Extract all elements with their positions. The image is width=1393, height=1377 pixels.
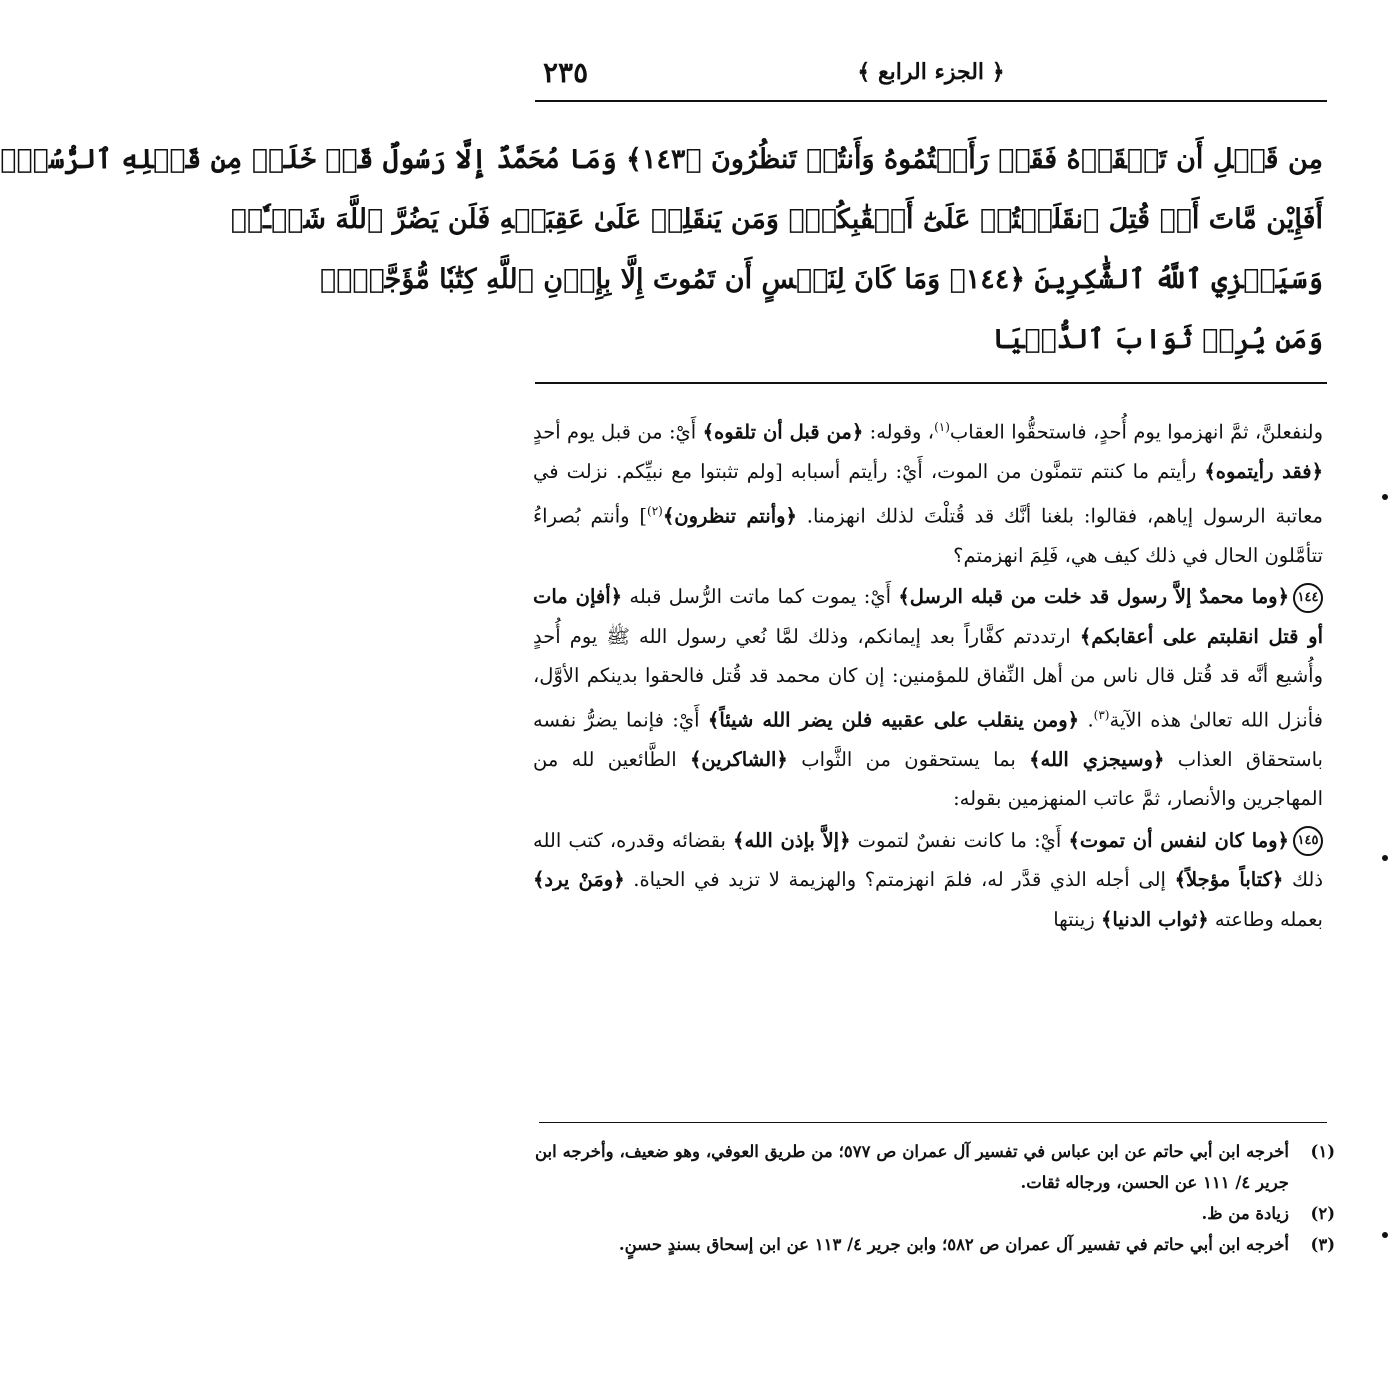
footnote-text: أخرجه ابن أبي حاتم عن ابن عباس في تفسير آل عمران ص ٥٧٧؛ من طريق العوفي، وهو ضعيف، وأخرجه ابن جرير ٤/ ١١١ عن الحسن، ورجاله ثقات. <box>535 1142 1289 1192</box>
quran-quote: ﴿وسيجزي الله﴾ <box>1029 747 1165 771</box>
footnote-item <box>535 1198 1335 1229</box>
quran-quote: ﴿ثواب الدنيا﴾ <box>1100 907 1209 931</box>
footnote-text: أخرجه ابن أبي حاتم في تفسير آل عمران ص ٥٨٢؛ وابن جرير ٤/ ١١٣ عن ابن إسحاق بسندٍ حسنٍ. <box>618 1235 1289 1254</box>
margin-dot <box>1382 494 1388 500</box>
quran-quote: ﴿من قبل أن تلقوه﴾ <box>702 420 864 444</box>
quran-quote: ﴿الشاكرين﴾ <box>690 747 788 771</box>
margin-dot <box>1382 1232 1388 1238</box>
footnote-item <box>535 1229 1335 1260</box>
quran-quote: ﴿ومن ينقلب على عقبيه فلن يضر الله شيئاً﴾ <box>707 708 1080 731</box>
quran-line: وَسَيَجۡزِي ٱللَّهُ ٱلشَّٰكِرِينَ ﴿١٤٤﴾ وَمَا كَانَ لِنَفۡسٍ أَن تَمُوتَ إِلَّا بِإِذۡنِ ٱللَّهِ كِتَٰبٗا مُّؤَجَّلٗاۗ <box>319 264 1323 295</box>
aya-number-badge: ١٤٤ <box>1293 583 1323 613</box>
footnote-number: (٣) <box>1310 1235 1335 1254</box>
quran-quote: ﴿إلاَّ بإذن الله﴾ <box>733 828 851 852</box>
footnote-ref: (٣) <box>1093 707 1110 722</box>
footnote-item <box>535 1136 1335 1198</box>
quran-quote: ﴿وما محمدٌ إلاَّ رسول قد خلت من قبله الرسل﴾ <box>898 585 1289 608</box>
page-header <box>535 52 1327 92</box>
aya-number-badge: ١٤٥ <box>1293 826 1323 856</box>
tafsir-paragraph-1: ولنفعلنَّ، ثمَّ انهزموا يوم أُحدٍ، فاستحقُّوا العقاب$^{(١)}$، وقوله: ﴿من قبل أن تلقوه﴾ أَيْ: من قبل يوم أحدٍ ﴿فقد رأيتموه﴾ رأيتم ما كنتم تتمنَّون من الموت، أَيْ: رأيتم أسبابه [ولم تثبتوا مع نبيِّكم. نزلت في معاتبة الرسول إياهم، فقالوا: بلغنا أنَّك قد قُتلْتَ لذلك انهزمنا. ﴿وأنتم تنظرون﴾$^{(٢)}$] وأنتم بُصراءُ تتأمَّلون الحال في ذلك كيف هي، فَلِمَ انهزمتم؟ <box>533 420 1324 567</box>
quran-quote: ﴿ومَنْ يرد﴾ <box>533 868 625 891</box>
quran-separator-rule <box>535 382 1327 384</box>
footnote-ref: (١) <box>934 420 950 434</box>
quran-quote: ﴿وما كان لنفس أن تموت﴾ <box>1068 828 1289 852</box>
quran-quote: ﴿فقد رأيتموه﴾ <box>1204 460 1323 483</box>
quran-quote: ﴿كتاباً مؤجلاً﴾ <box>1174 868 1284 891</box>
footnote-ref: (٢) <box>647 503 663 518</box>
page-number: ٢٣٥ <box>543 56 589 89</box>
footnotes <box>535 1136 1335 1260</box>
quran-line: مِن قَبۡلِ أَن تَلۡقَوۡهُ فَقَدۡ رَأَيۡتُمُوهُ وَأَنتُمۡ تَنظُرُونَ ﴿١٤٣﴾ وَمَا مُحَمَّدٌ إِلَّا رَسُولٌ قَدۡ خَلَتۡ مِن قَبۡلِهِ ٱلرُّسُلُۚ <box>0 144 1323 175</box>
margin-dot <box>1382 855 1388 861</box>
footnote-number: (٢) <box>1310 1204 1335 1223</box>
header-rule <box>535 100 1327 102</box>
quran-line: أَفَإِيْن مَّاتَ أَوۡ قُتِلَ ٱنقَلَبۡتُمۡ عَلَىٰٓ أَعۡقَٰبِكُمۡۚ وَمَن يَنقَلِبۡ عَلَىٰ عَقِبَيۡهِ فَلَن يَضُرَّ ٱللَّهَ شَيۡـٔٗاۗ <box>230 204 1323 235</box>
tafsir-paragraph-2: ١٤٤﴿وما محمدٌ إلاَّ رسول قد خلت من قبله الرسل﴾ أَيْ: يموت كما ماتت الرُّسل قبله ﴿أفإن مات أو قتل انقلبتم على أعقابكم﴾ ارتددتم كفَّاراً بعد إيمانكم، وذلك لمَّا نُعي رسول الله ﷺ يوم أُحدٍ وأُشيع أنَّه قد قُتل قال ناس من أهل النِّفاق للمؤمنين: إن كان محمد قد قُتل فالحقوا بدينكم الأوَّل، فأنزل الله تعالىٰ هذه الآية$^{(٣)}$. ﴿ومن ينقلب على عقبيه فلن يضر الله شيئاً﴾ أَيْ: فإنما يضرُّ نفسه باستحقاق العذاب ﴿وسيجزي الله﴾ بما يستحقون من الثَّواب ﴿الشاكرين﴾ الطَّائعين لله من المهاجرين والأنصار، ثمَّ عاتب المنهزمين بقوله: <box>533 577 1323 819</box>
footnote-rule <box>539 1122 1327 1123</box>
footnote-text: زيادة من ظ. <box>1201 1204 1289 1223</box>
tafsir-paragraph-3: ١٤٥﴿وما كان لنفس أن تموت﴾ أَيْ: ما كانت نفسٌ لتموت ﴿إلاَّ بإذن الله﴾ بقضائه وقدره، كتب الله ذلك ﴿كتاباً مؤجلاً﴾ إلى أجله الذي قدَّر له، فلمَ انهزمتم؟ والهزيمة لا تزيد في الحياة. ﴿ومَنْ يرد﴾ بعمله وطاعته ﴿ثواب الدنيا﴾ زينتها <box>533 821 1323 940</box>
quran-text-block <box>0 130 1323 370</box>
running-title: ﴿ الجزء الرابع ﴾ <box>857 59 1005 85</box>
footnote-number: (١) <box>1310 1142 1335 1161</box>
quran-line: وَمَن يُرِدۡ ثَوَابَ ٱلدُّنۡيَا <box>992 324 1323 355</box>
quran-quote: ﴿وأنتم تنظرون﴾ <box>662 504 797 527</box>
quran-quote: ﴿أفإن مات أو قتل انقلبتم على أعقابكم﴾ <box>533 585 1323 648</box>
tafsir-body <box>533 408 1323 939</box>
